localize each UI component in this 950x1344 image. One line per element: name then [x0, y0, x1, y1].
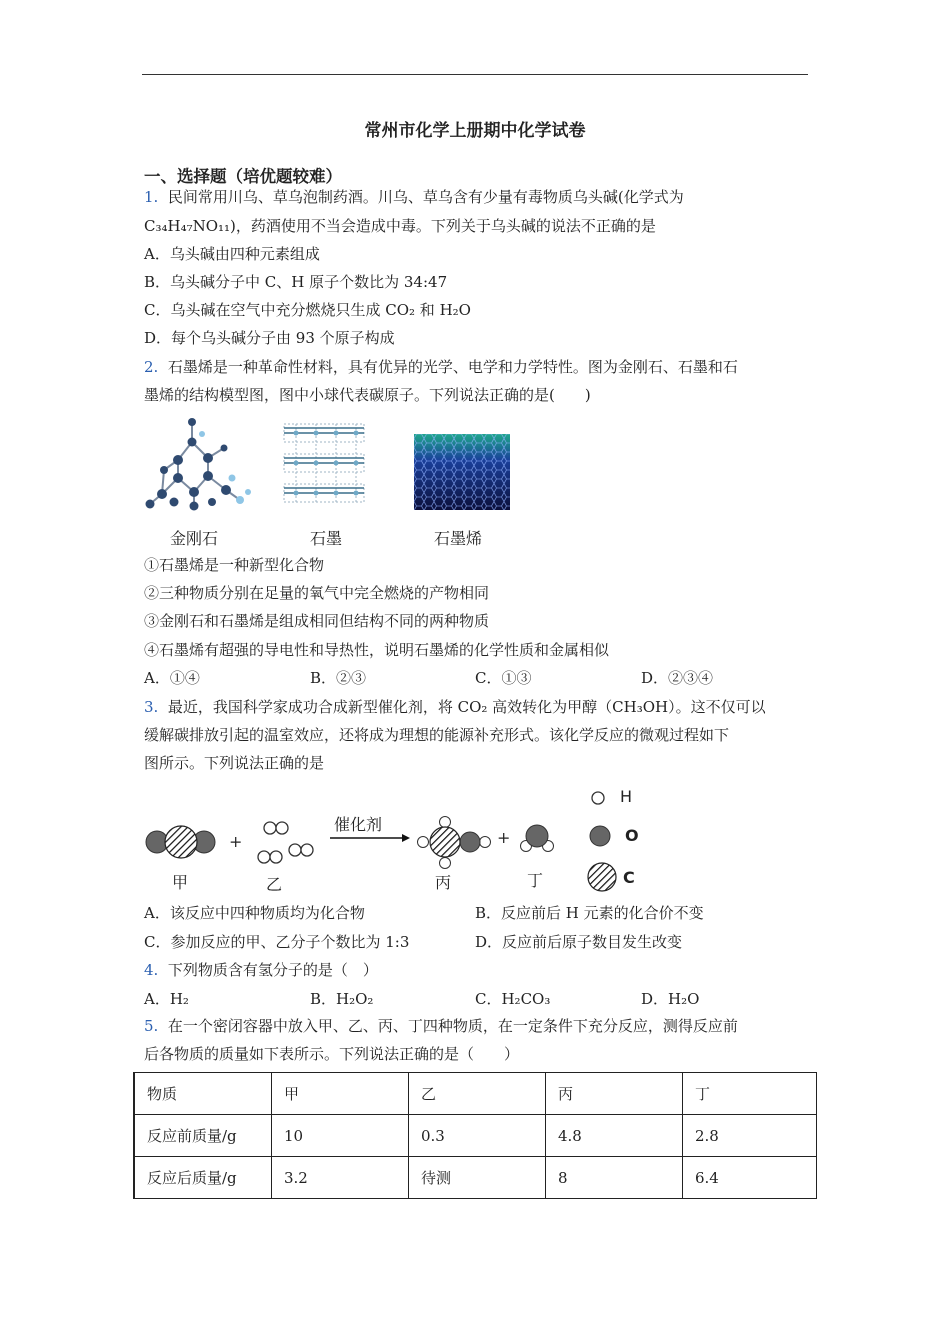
header-rule — [142, 74, 808, 75]
q1-text: 民间常用川乌、草乌泡制药酒。川乌、草乌含有少量有毒物质乌头碱(化学式为 — [167, 188, 684, 206]
q3-option-c: C．参加反应的甲、乙分子个数比为 1:3 — [144, 933, 410, 951]
q2-statement-1: ①石墨烯是一种新型化合物 — [144, 556, 325, 574]
q4-option-c: C．H₂CO₃ — [475, 990, 551, 1008]
caption-diamond: 金刚石 — [170, 529, 219, 548]
table-cell: 反应前质量/g — [134, 1115, 272, 1157]
q1-stem-line1 — [144, 187, 684, 207]
q3-option-d: D．反应前后原子数目发生改变 — [475, 933, 683, 951]
q1-option-c: C．乌头碱在空气中充分燃烧只生成 CO₂ 和 H₂O — [144, 301, 471, 319]
q2-option-c: C．①③ — [475, 669, 532, 687]
legend-o: O — [625, 826, 639, 845]
q3-stem-line2: 缓解碳排放引起的温室效应，还将成为理想的能源补充形式。该化学反应的微观过程如下 — [144, 726, 730, 744]
q2-option-d: D．②③④ — [641, 669, 714, 687]
q3-stem-line1 — [144, 697, 766, 717]
q4-stem — [144, 960, 378, 980]
q4-option-b: B．H₂O₂ — [310, 990, 374, 1008]
q3-option-a: A．该反应中四种物质均为化合物 — [144, 904, 365, 922]
legend-c: C — [623, 868, 635, 887]
q2-number: 2. — [144, 358, 159, 376]
molecule-yi — [258, 822, 313, 863]
table-cell: 3.2 — [272, 1157, 409, 1199]
section-heading: 一、选择题（培优题较难） — [144, 167, 342, 186]
table-header-cell: 乙 — [409, 1073, 546, 1115]
table-cell: 6.4 — [683, 1157, 817, 1199]
q5-text: 在一个密闭容器中放入甲、乙、丙、丁四种物质，在一定条件下充分反应，测得反应前 — [167, 1017, 738, 1035]
table-cell: 2.8 — [683, 1115, 817, 1157]
table-row — [134, 1073, 817, 1115]
q5-number: 5. — [144, 1017, 159, 1035]
q1-option-d: D．每个乌头碱分子由 93 个原子构成 — [144, 329, 395, 347]
q4-number: 4. — [144, 961, 159, 979]
table-cell: 10 — [272, 1115, 409, 1157]
table-header-cell: 丁 — [683, 1073, 817, 1115]
table-cell: 待测 — [409, 1157, 546, 1199]
q1-stem-line2: C₃₄H₄₇NO₁₁)，药酒使用不当会造成中毒。下列关于乌头碱的说法不正确的是 — [144, 217, 656, 235]
catalyst-label: 催化剂 — [334, 815, 383, 834]
plus-sign-2: + — [497, 828, 511, 847]
q2-option-a: A．①④ — [144, 669, 200, 687]
label-bing: 丙 — [435, 873, 452, 892]
caption-graphite: 石墨 — [310, 529, 343, 548]
q1-option-a: A．乌头碱由四种元素组成 — [144, 245, 320, 263]
q3-text: 最近，我国科学家成功合成新型催化剂，将 CO₂ 高效转化为甲醇（CH₃OH）。这不仅可以 — [167, 698, 766, 716]
label-yi: 乙 — [266, 875, 283, 894]
table-row — [134, 1115, 817, 1157]
table-header-cell: 甲 — [272, 1073, 409, 1115]
q2-statement-4: ④石墨烯有超强的导电性和导热性，说明石墨烯的化学性质和金属相似 — [144, 641, 610, 659]
table-row — [134, 1157, 817, 1199]
caption-graphene: 石墨烯 — [434, 529, 483, 548]
mass-table — [133, 1072, 817, 1199]
table-cell: 4.8 — [546, 1115, 683, 1157]
q5-stem-line1 — [144, 1016, 738, 1036]
page-title: 常州市化学上册期中化学试卷 — [364, 121, 586, 141]
q5-stem-line2: 后各物质的质量如下表所示。下列说法正确的是（ ） — [144, 1045, 520, 1063]
q1-number: 1. — [144, 188, 159, 206]
table-cell: 0.3 — [409, 1115, 546, 1157]
q2-stem-line1 — [144, 357, 738, 377]
label-ding: 丁 — [527, 871, 544, 890]
q2-option-b: B．②③ — [310, 669, 367, 687]
q2-stem-line2: 墨烯的结构模型图，图中小球代表碳原子。下列说法正确的是( ) — [144, 386, 591, 404]
table-cell: 反应后质量/g — [134, 1157, 272, 1199]
q3-stem-line3: 图所示。下列说法正确的是 — [144, 754, 325, 772]
molecule-bing — [418, 817, 491, 869]
q2-text: 石墨烯是一种革命性材料，具有优异的光学、电学和力学特性。图为金刚石、石墨和石 — [167, 358, 738, 376]
legend-h: H — [620, 787, 633, 806]
graphite-structure-image — [276, 414, 372, 510]
table-cell: 8 — [546, 1157, 683, 1199]
plus-sign-1: + — [229, 832, 243, 851]
table-header-cell: 丙 — [546, 1073, 683, 1115]
molecule-jia — [146, 826, 215, 858]
q2-statement-3: ③金刚石和石墨烯是组成相同但结构不同的两种物质 — [144, 612, 490, 630]
diamond-structure-image — [140, 412, 252, 514]
q4-option-d: D．H₂O — [641, 990, 700, 1008]
q4-option-a: A．H₂ — [144, 990, 189, 1008]
q3-option-b: B．反应前后 H 元素的化合价不变 — [475, 904, 704, 922]
legend-symbols — [588, 792, 616, 891]
q4-text: 下列物质含有氢分子的是（ ） — [167, 961, 378, 979]
q1-option-b: B．乌头碱分子中 C、H 原子个数比为 34:47 — [144, 273, 448, 291]
molecule-ding — [521, 825, 554, 852]
q3-number: 3. — [144, 698, 159, 716]
graphene-structure-image — [414, 434, 510, 510]
reaction-diagram — [140, 782, 660, 898]
q2-statement-2: ②三种物质分别在足量的氧气中完全燃烧的产物相同 — [144, 584, 490, 602]
label-jia: 甲 — [172, 873, 189, 892]
table-header-cell: 物质 — [134, 1073, 272, 1115]
